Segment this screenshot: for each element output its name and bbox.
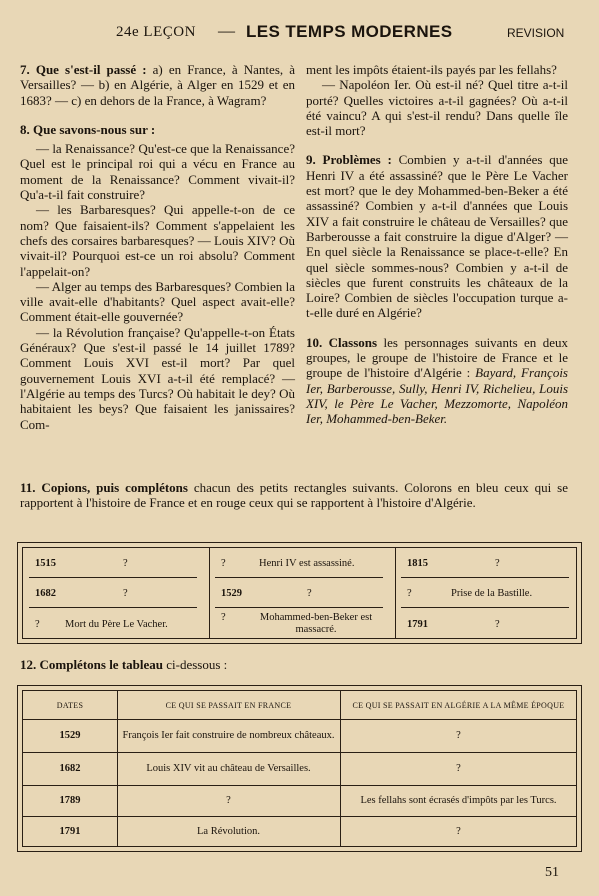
rect-event: Mort du Père Le Vacher. (65, 619, 168, 630)
question-11-text: chacun des petits rectangles suivants. Colorons en bleu ceux qui se rapportent à l'histoire de France et en rouge ceux qui se rapportent à l'histoire d'Algérie. (20, 480, 569, 511)
question-10 (306, 335, 568, 427)
question-10-title: 10. Classons (306, 334, 378, 350)
table-row-france: La Révolution. (197, 826, 260, 837)
question-8-napoleon: — Napoléon Ier. Où est-il né? Quel titre a-t-il porté? Quelles victoires a-t-il gagnées? Où a-t-il été vaincu? A qui s'est-il rendu? Dans quelle île est-il mort? (306, 77, 568, 139)
rect-event: ? (495, 619, 500, 630)
page-number: 51 (545, 865, 559, 880)
table-row-date: 1682 (59, 763, 81, 774)
rect-date: 1791 (407, 619, 428, 630)
question-9-text: Combien y a-t-il d'années que Henri IV a été assassiné? que le Père Le Vacher est mort? que le dey Mohammed-ben-Beker a été assassiné? Combien y a-t-il d'années que Louis XIV a fait construire le château de Versailles? que Barberousse a fait construire la digue d'Alger? — En quel siècle la Renaissance se place-t-elle? En quel siècle sommes-nous? Combien y a-t-il de siècles que furent construits les châteaux de la Loire? Combien de siècles l'occupation turque a-t-elle duré en Algérie? (306, 152, 568, 321)
rect-date: ? (221, 558, 226, 569)
header-dash: — (218, 21, 235, 40)
question-11-title: 11. Copions, puis complétons (20, 480, 188, 495)
rect-date: ? (407, 588, 412, 599)
rect-event: Henri IV est assassiné. (259, 558, 355, 569)
question-7-text: a) en France, à Nantes, à Versailles? — b) en Algérie, à Alger en 1529 et en 1683? — c) en dehors de la France, à Wagram? (20, 62, 295, 108)
question-9 (306, 152, 568, 320)
question-8-revolution: — la Révolution française? Qu'appelle-t-on États Généraux? Que s'est-il passé le 14 juillet 1789? Comment Louis XVI est-il mort? Par quel gouvernement Louis XVI a-t-il été remplacé? — l'Algérie au temps des Turcs? Où habitait le dey? Où habitaient les beys? Que faisaient les janissaires? Com- (20, 324, 295, 432)
completion-table (17, 685, 582, 852)
question-12 (20, 657, 227, 673)
lesson-number: 24e LEÇON (116, 24, 196, 40)
rect-event: ? (123, 558, 128, 569)
question-10-text: les personnages suivants en deux groupes, le groupe de l'histoire de France et le groupe de l'histoire d'Algérie : (306, 334, 568, 381)
rect-event: ? (495, 558, 500, 569)
table-row-france: Louis XIV vit au château de Versailles. (146, 763, 311, 774)
revision-label: REVISION (507, 26, 565, 40)
rectangles-table (17, 542, 582, 644)
question-8-renaissance: — la Renaissance? Qu'est-ce que la Renaissance? Quel est le principal roi qui a vécu en France au moment de la Renaissance? Comment vivait-il? Qu'a-t-il fait construire? (20, 141, 295, 203)
rect-event: Mohammed-ben-Beker est massacré. (259, 612, 373, 635)
question-12-title: 12. Complétons le tableau (20, 657, 163, 672)
rect-date: ? (221, 612, 226, 623)
table-row-france: François Ier fait construire de nombreux châteaux. (122, 730, 335, 741)
table-row-algerie: ? (456, 826, 461, 837)
page-title: LES TEMPS MODERNES (246, 22, 453, 41)
table-row-date: 1791 (59, 826, 81, 837)
question-8-title: 8. Que savons-nous sur : (20, 121, 156, 137)
question-11 (20, 480, 568, 511)
question-10-names: Bayard, François Ier, Barberousse, Sully, Henri IV, Richelieu, Louis XIV, le Père Le Vacher, Mezzomorte, Napoléon Ier, Mohammed-ben-Beker. (306, 365, 568, 427)
table-row-algerie: ? (456, 763, 461, 774)
question-12-text: ci-dessous : (163, 657, 228, 672)
table-header-dates: DATES (56, 701, 84, 710)
page-header (0, 18, 599, 50)
rect-date: 1815 (407, 558, 428, 569)
rect-event: Prise de la Bastille. (451, 588, 533, 599)
table-header-france: CE QUI SE PASSAIT EN FRANCE (165, 701, 292, 710)
rect-date: ? (35, 619, 40, 630)
rect-date: 1682 (35, 588, 56, 599)
question-7 (20, 62, 295, 108)
left-column (20, 62, 295, 432)
table-row-france: ? (226, 795, 231, 806)
question-8-barbaresques: — les Barbaresques? Qui appelle-t-on de ce nom? Que faisaient-ils? Comment s'appelaient les chefs des corsaires barbaresques? — Louis XIV? Où vivait-il? Pourquoi est-ce un roi absolu? Comment l'appelait-on? (20, 202, 295, 279)
question-8-continuation: ment les impôts étaient-ils payés par les fellahs? (306, 62, 557, 77)
rect-date: 1529 (221, 588, 242, 599)
table-row-date: 1529 (59, 730, 81, 741)
question-7-title: 7. Que s'est-il passé : (20, 62, 147, 77)
rect-event: ? (123, 588, 128, 599)
question-8-alger: — Alger au temps des Barbaresques? Combien la ville avait-elle d'habitants? Quel aspect avait-elle? Comment était-elle gouvernée? (20, 278, 295, 325)
table-row-date: 1789 (59, 795, 81, 806)
table-row-algerie: ? (456, 730, 461, 741)
table-header-algerie: CE QUI SE PASSAIT EN ALGÉRIE A LA MÊME ÉPOQUE (352, 701, 565, 710)
right-column (306, 62, 568, 427)
rect-date: 1515 (35, 558, 56, 569)
question-9-title: 9. Problèmes : (306, 152, 392, 168)
rect-event: ? (307, 588, 312, 599)
table-row-algerie: Les fellahs sont écrasés d'impôts par les Turcs. (360, 795, 557, 806)
